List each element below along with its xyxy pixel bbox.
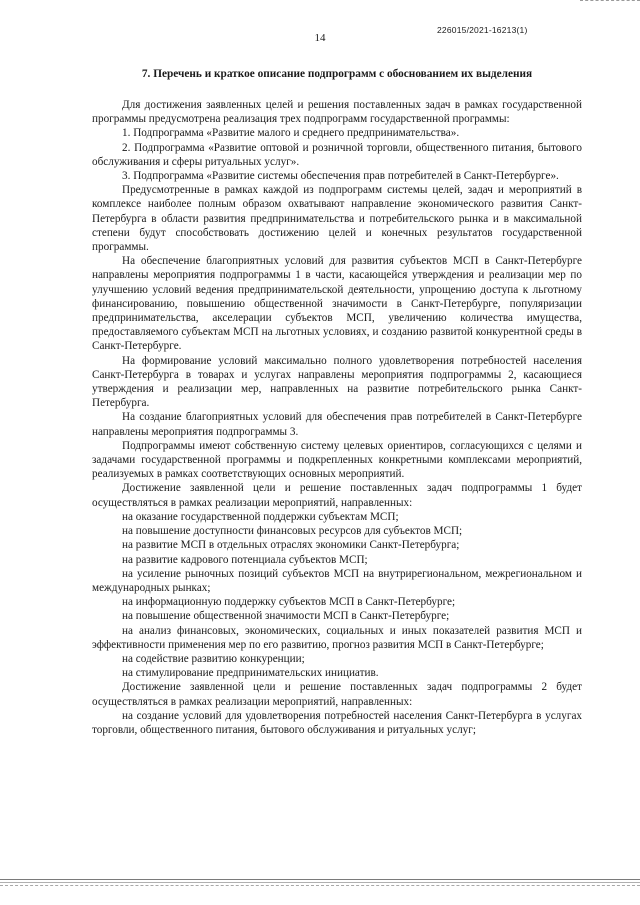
paragraph: На создание благоприятных условий для обеспечения прав потребителей в Санкт-Петербурге направлены мероприятия подпрограммы 3.: [92, 411, 582, 438]
list-item: на усиление рыночных позиций субъектов МСП на внутрирегиональном, межрегиональном и международных рынках;: [92, 567, 582, 594]
list-item: на стимулирование предпринимательских инициатив.: [122, 667, 379, 680]
list-item: на анализ финансовых, экономических, социальных и иных показателей развития МСП и эффективности применения мер по его развитию, прогноз развития МСП в Санкт-Петербурге;: [92, 624, 582, 651]
section-heading: 7. Перечень и краткое описание подпрограмм с обоснованием их выделения: [141, 68, 533, 80]
paragraph: На формирование условий максимально полного удовлетворения потребностей населения Санкт-Петербурга в товарах и услугах направлены мероприятия подпрограммы 2, касающиеся утверждения и реализации мер, направленных на развитие потребительского рынка Санкт-Петербурга.: [92, 354, 582, 410]
list-item: на повышение доступности финансовых ресурсов для субъектов МСП;: [122, 525, 463, 538]
paragraph: На обеспечение благоприятных условий для развития субъектов МСП в Санкт-Петербурге направлены мероприятия подпрограммы 1 в части, касающейся утверждения и реализации мер по улучшению условий ведения предпринимательской деятельности, упрощению доступа к льготному финансированию, повышению общественной значимости в Санкт-Петербурге, популяризации предпринимательства, акселерации субъектов МСП, увеличению количества имущества, предоставляемого субъектам МСП на льготных условиях, и созданию развитой конкурентной среды в Санкт-Петербурге.: [92, 255, 582, 353]
paragraph: Достижение заявленной цели и решение поставленных задач подпрограммы 2 будет осуществляться в рамках реализации мероприятий, направленных:: [92, 681, 582, 708]
document-id: 226015/2021-16213(1): [437, 25, 528, 35]
document-body: [92, 98, 582, 737]
list-item: на создание условий для удовлетворения потребностей населения Санкт-Петербурга в услугах торговли, общественного питания, бытового обслуживания и ритуальных услуг;: [92, 709, 582, 736]
paragraph: Для достижения заявленных целей и решения поставленных задач в рамках государственной программы предусмотрена реализация трех подпрограмм государственной программы:: [92, 99, 582, 126]
list-item: на повышение общественной значимости МСП в Санкт-Петербурге;: [122, 610, 450, 623]
paragraph: Достижение заявленной цели и решение поставленных задач подпрограммы 1 будет осуществляться в рамках реализации мероприятий, направленных:: [92, 482, 582, 509]
list-item: на оказание государственной поддержки субъектам МСП;: [122, 510, 399, 523]
list-item: 3. Подпрограмма «Развитие системы обеспечения прав потребителей в Санкт-Петербурге».: [122, 170, 559, 183]
list-item: на развитие кадрового потенциала субъектов МСП;: [122, 553, 368, 566]
scan-edge-mark: [580, 0, 640, 4]
scan-bottom-rule: [0, 879, 640, 883]
scan-bottom-dashes: [0, 885, 640, 886]
list-item: на информационную поддержку субъектов МСП в Санкт-Петербурге;: [122, 596, 456, 609]
list-item: 2. Подпрограмма «Развитие оптовой и розничной торговли, общественного питания, бытового обслуживания и сферы ритуальных услуг».: [92, 141, 582, 168]
list-item: на содействие развитию конкуренции;: [122, 652, 305, 665]
list-item: на развитие МСП в отдельных отраслях экономики Санкт-Петербурга;: [122, 539, 460, 552]
paragraph: Подпрограммы имеют собственную систему целевых ориентиров, согласующихся с целями и задачами государственной программы и подкрепленных конкретными комплексами мероприятий, реализуемых в рамках соответствующих основных мероприятий.: [92, 439, 582, 481]
list-item: 1. Подпрограмма «Развитие малого и среднего предпринимательства».: [122, 127, 460, 140]
paragraph: Предусмотренные в рамках каждой из подпрограмм системы целей, задач и мероприятий в комплексе наиболее полным образом охватывают направление экономического развития Санкт-Петербурга в области развития предпринимательства и потребительского рынка и в максимальной степени будут способствовать достижению целей и конечных результатов государственной программы.: [92, 184, 582, 254]
page-number: 14: [314, 32, 326, 44]
